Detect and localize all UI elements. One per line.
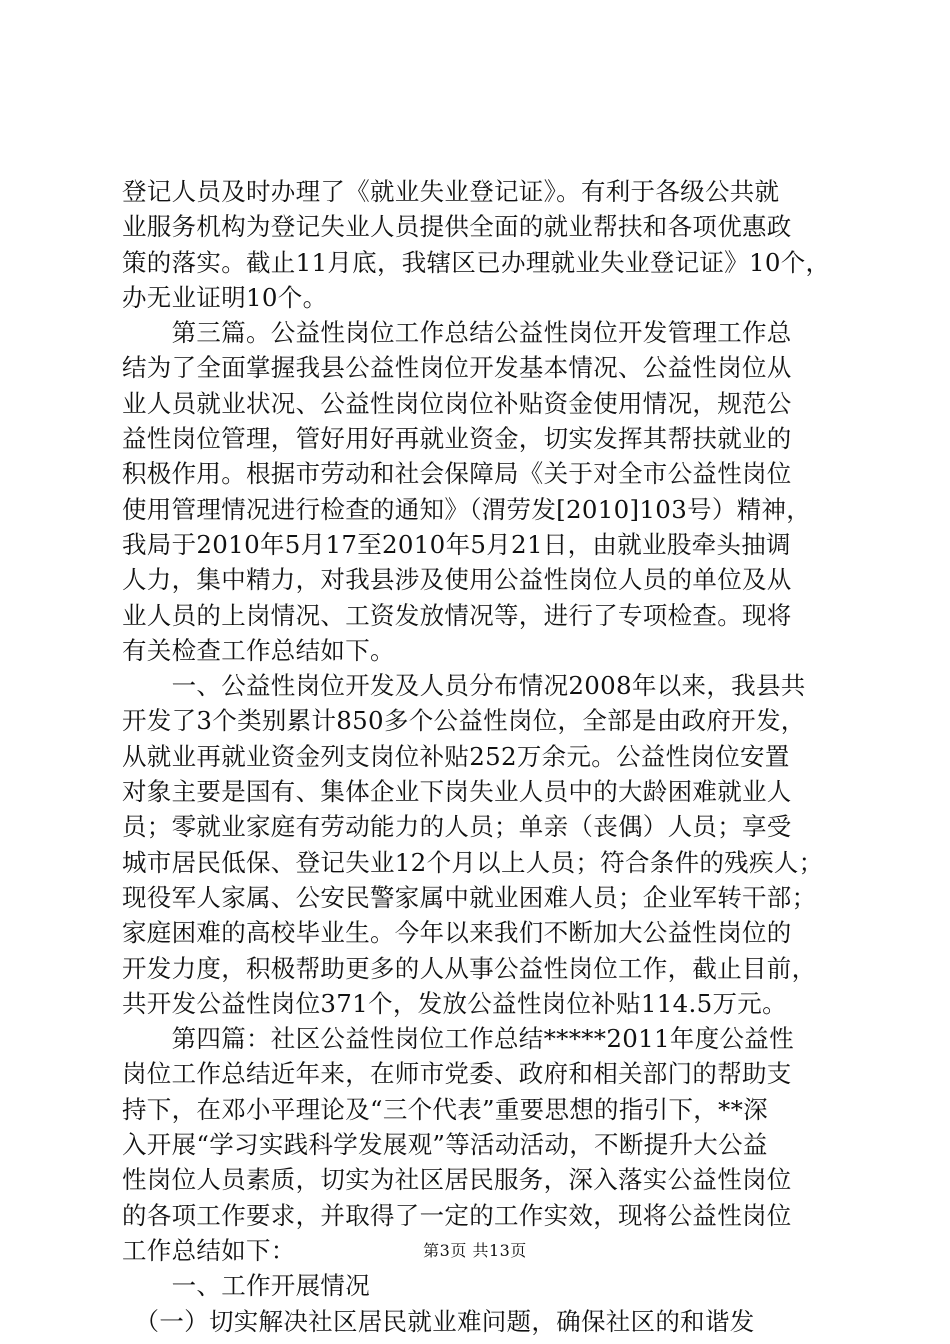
text-line: 办无业证明10个。 (122, 282, 328, 312)
text-line: 我局于2010年5月17至2010年5月21日，由就业股牵头抽调 (122, 529, 791, 559)
text-line: 使用管理情况进行检查的通知》（渭劳发[2010]103号）精神， (122, 494, 812, 524)
text-line: 现役军人家属、公安民警家属中就业困难人员；企业军转干部； (122, 882, 817, 912)
text-line: 工作总结如下： (122, 1235, 296, 1265)
text-line: 入开展“学习实践科学发展观”等活动活动，不断提升大公益 (122, 1130, 768, 1160)
text-line: 性岗位人员素质，切实为社区居民服务，深入落实公益性岗位 (122, 1165, 792, 1195)
text-line: 第四篇：社区公益性岗位工作总结*****2011年度公益性 (122, 1024, 794, 1054)
text-line: 登记人员及时办理了《就业失业登记证》。有利于各级公共就 (122, 177, 780, 206)
body-text (122, 174, 834, 1339)
text-line: 人力，集中精力，对我县涉及使用公益性岗位人员的单位及从 (122, 565, 792, 595)
text-line: 员；零就业家庭有劳动能力的人员；单亲（丧偶）人员；享受 (122, 812, 792, 842)
text-line: 结为了全面掌握我县公益性岗位开发基本情况、公益性岗位从 (122, 353, 792, 383)
text-line: 家庭困难的高校毕业生。今年以来我们不断加大公益性岗位的 (122, 918, 792, 948)
text-line: 开发了3个类别累计850多个公益性岗位，全部是由政府开发， (122, 706, 806, 736)
text-line: 业人员的上岗情况、工资发放情况等，进行了专项检查。现将 (122, 600, 792, 630)
text-line: 一、公益性岗位开发及人员分布情况2008年以来，我县共 (122, 671, 806, 701)
text-line: 业人员就业状况、公益性岗位岗位补贴资金使用情况，规范公 (122, 388, 792, 418)
text-line: 城市居民低保、登记失业12个月以上人员；符合条件的残疾人； (122, 847, 824, 877)
text-line: 益性岗位管理，管好用好再就业资金，切实发挥其帮扶就业的 (122, 424, 792, 454)
page-number-label: 第3页 共13页 (423, 1241, 527, 1260)
text-line: 积极作用。根据市劳动和社会保障局《关于对全市公益性岗位 (122, 459, 792, 489)
page-footer (0, 1240, 950, 1262)
text-line: 持下，在邓小平理论及“三个代表”重要思想的指引下，**深 (122, 1094, 768, 1124)
text-line: 的各项工作要求，并取得了一定的工作实效，现将公益性岗位 (122, 1200, 792, 1230)
text-line: 第三篇。公益性岗位工作总结公益性岗位开发管理工作总 (122, 318, 792, 348)
text-line: 岗位工作总结近年来，在师市党委、政府和相关部门的帮助支 (122, 1059, 792, 1089)
text-line: 共开发公益性岗位371个，发放公益性岗位补贴114.5万元。 (122, 988, 787, 1018)
text-line: 策的落实。截止11月底，我辖区已办理就业失业登记证》10个， (122, 247, 831, 277)
text-line: 业服务机构为登记失业人员提供全面的就业帮扶和各项优惠政 (122, 212, 792, 242)
text-line: 有关检查工作总结如下。 (122, 635, 395, 665)
text-line: （一）切实解决社区居民就业难问题，确保社区的和谐发 (122, 1306, 755, 1336)
text-line: 开发力度，积极帮助更多的人从事公益性岗位工作，截止目前， (122, 953, 817, 983)
text-line: 一、工作开展情况 (122, 1271, 370, 1301)
text-line: 从就业再就业资金列支岗位补贴252万余元。公益性岗位安置 (122, 741, 790, 771)
text-line: 对象主要是国有、集体企业下岗失业人员中的大龄困难就业人 (122, 777, 792, 807)
